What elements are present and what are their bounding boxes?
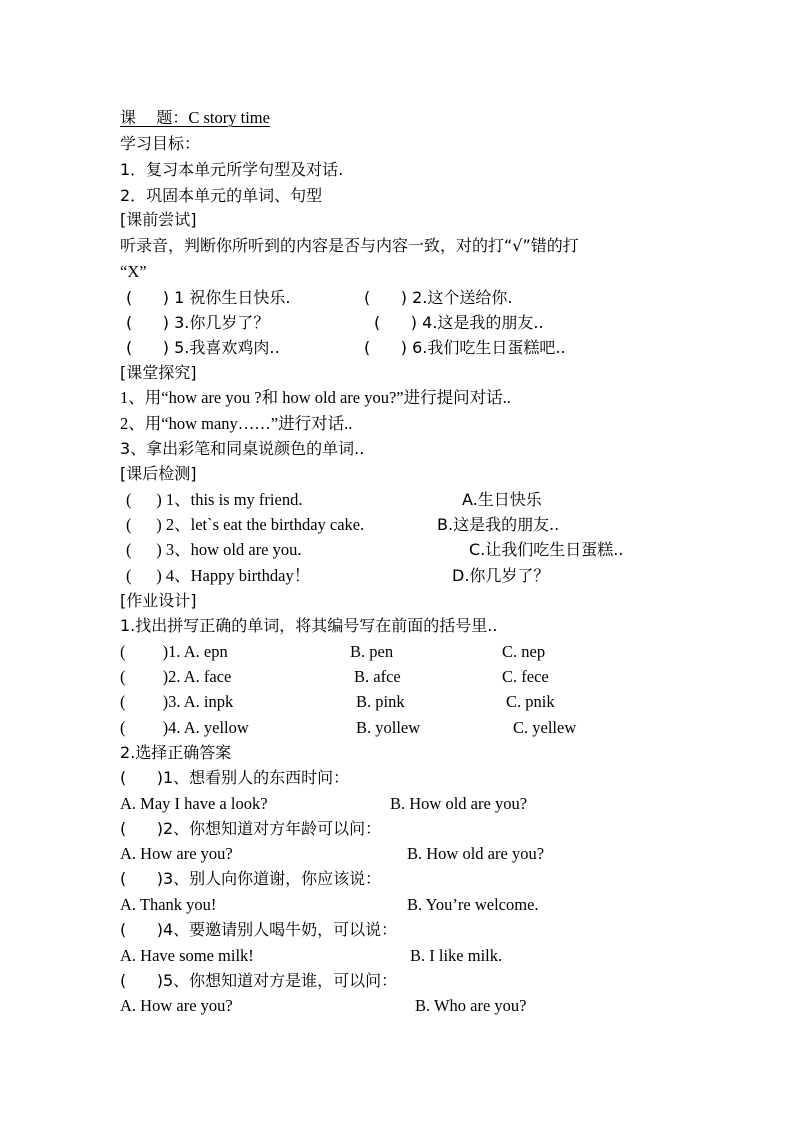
spelling-row-1 (120, 641, 640, 663)
preview-row-1 (126, 287, 686, 309)
preview-item-4: ( ) 4.这是我的朋友.. (374, 313, 544, 332)
spelling-option-c: C. fece (502, 667, 549, 686)
choice-answers-3 (120, 894, 640, 916)
choice-option-a: A. May I have a look? (120, 794, 268, 813)
check-question-3: ( ) 3、how old are you. (126, 540, 302, 559)
choice-answers-4 (120, 945, 640, 967)
spelling-option-a: ( )3. A. inpk (120, 692, 234, 711)
check-question-1: ( ) 1、this is my friend. (126, 490, 303, 509)
check-question-2: ( ) 2、let`s eat the birthday cake. (126, 515, 365, 534)
explore-item-2: 2、用“how many……”进行对话.. (120, 414, 353, 433)
spelling-row-2 (120, 666, 640, 688)
choice-question-4: ( )4、要邀请别人喝牛奶，可以说： (120, 920, 398, 939)
check-heading: [课后检测] (120, 464, 197, 483)
lesson-title (120, 107, 270, 129)
goal-item-1: 1．复习本单元所学句型及对话. (120, 160, 344, 179)
spelling-option-a: ( )2. A. face (120, 667, 232, 686)
choice-answers-2 (120, 843, 640, 865)
choice-option-b: B. You’re welcome. (407, 895, 539, 914)
preview-item-1: ( ) 1 祝你生日快乐. (126, 288, 291, 307)
choice-option-b: B. Who are you? (415, 996, 527, 1015)
check-question-4: ( ) 4、Happy birthday！ (126, 566, 311, 585)
spelling-option-b: B. yollew (356, 718, 421, 737)
check-answer-a: A.生日快乐 (462, 490, 542, 509)
check-row-2 (126, 514, 686, 536)
spelling-row-4 (120, 717, 640, 739)
preview-item-2: ( ) 2.这个送给你. (364, 288, 513, 307)
spelling-option-c: C. yellew (513, 718, 577, 737)
lesson-title-label: 课 题： (120, 108, 189, 127)
check-answer-b: B.这是我的朋友.. (437, 515, 560, 534)
goals-heading: 学习目标： (120, 134, 201, 153)
choice-option-a: A. Thank you! (120, 895, 217, 914)
preview-row-2 (126, 312, 686, 334)
choice-answers-5 (120, 995, 640, 1017)
choice-option-a: A. How are you? (120, 844, 233, 863)
explore-heading: [课堂探究] (120, 363, 197, 382)
lesson-title-value: C story time (188, 108, 270, 127)
choice-option-b: B. How old are you? (407, 844, 545, 863)
spelling-option-a: ( )4. A. yellow (120, 718, 249, 737)
check-answer-c: C.让我们吃生日蛋糕.. (469, 540, 624, 559)
spelling-option-c: C. pnik (506, 692, 555, 711)
spelling-option-a: ( )1. A. epn (120, 642, 228, 661)
spelling-title: 1.找出拼写正确的单词，将其编号写在前面的括号里.. (120, 616, 498, 635)
spelling-row-3 (120, 691, 640, 713)
choice-option-b: B. How old are you? (390, 794, 528, 813)
check-row-4 (126, 565, 686, 587)
homework-heading: [作业设计] (120, 591, 197, 610)
choice-title: 2.选择正确答案 (120, 743, 232, 762)
spelling-option-b: B. afce (354, 667, 401, 686)
spelling-option-b: B. pen (350, 642, 394, 661)
choice-question-2: ( )2、你想知道对方年龄可以问： (120, 819, 382, 838)
preview-item-3: ( ) 3.你几岁了？ (126, 313, 270, 332)
preview-item-6: ( ) 6.我们吃生日蛋糕吧.. (364, 338, 566, 357)
preview-item-5: ( ) 5.我喜欢鸡肉.. (126, 338, 280, 357)
preview-heading: [课前尝试] (120, 210, 197, 229)
preview-row-3 (126, 337, 686, 359)
choice-question-5: ( )5、你想知道对方是谁，可以问： (120, 971, 398, 990)
check-answer-d: D.你几岁了？ (452, 566, 550, 585)
goal-item-2: 2．巩固本单元的单词、句型 (120, 186, 323, 205)
preview-instruction-2: “X” (120, 262, 147, 281)
explore-item-3: 3、拿出彩笔和同桌说颜色的单词.. (120, 439, 365, 458)
choice-answers-1 (120, 793, 640, 815)
choice-option-b: B. I like milk. (410, 946, 503, 965)
choice-question-3: ( )3、别人向你道谢，你应该说： (120, 869, 382, 888)
spelling-option-c: C. nep (502, 642, 546, 661)
choice-question-1: ( )1、想看别人的东西时问： (120, 768, 350, 787)
preview-instruction-1: 听录音，判断你所听到的内容是否与内容一致，对的打“√”错的打 (120, 236, 579, 255)
choice-option-a: A. How are you? (120, 996, 233, 1015)
explore-item-1: 1、用“how are you ?和 how old are you?”进行提问对话.. (120, 388, 511, 407)
spelling-option-b: B. pink (356, 692, 405, 711)
check-row-3 (126, 539, 686, 561)
choice-option-a: A. Have some milk! (120, 946, 254, 965)
check-row-1 (126, 489, 686, 511)
